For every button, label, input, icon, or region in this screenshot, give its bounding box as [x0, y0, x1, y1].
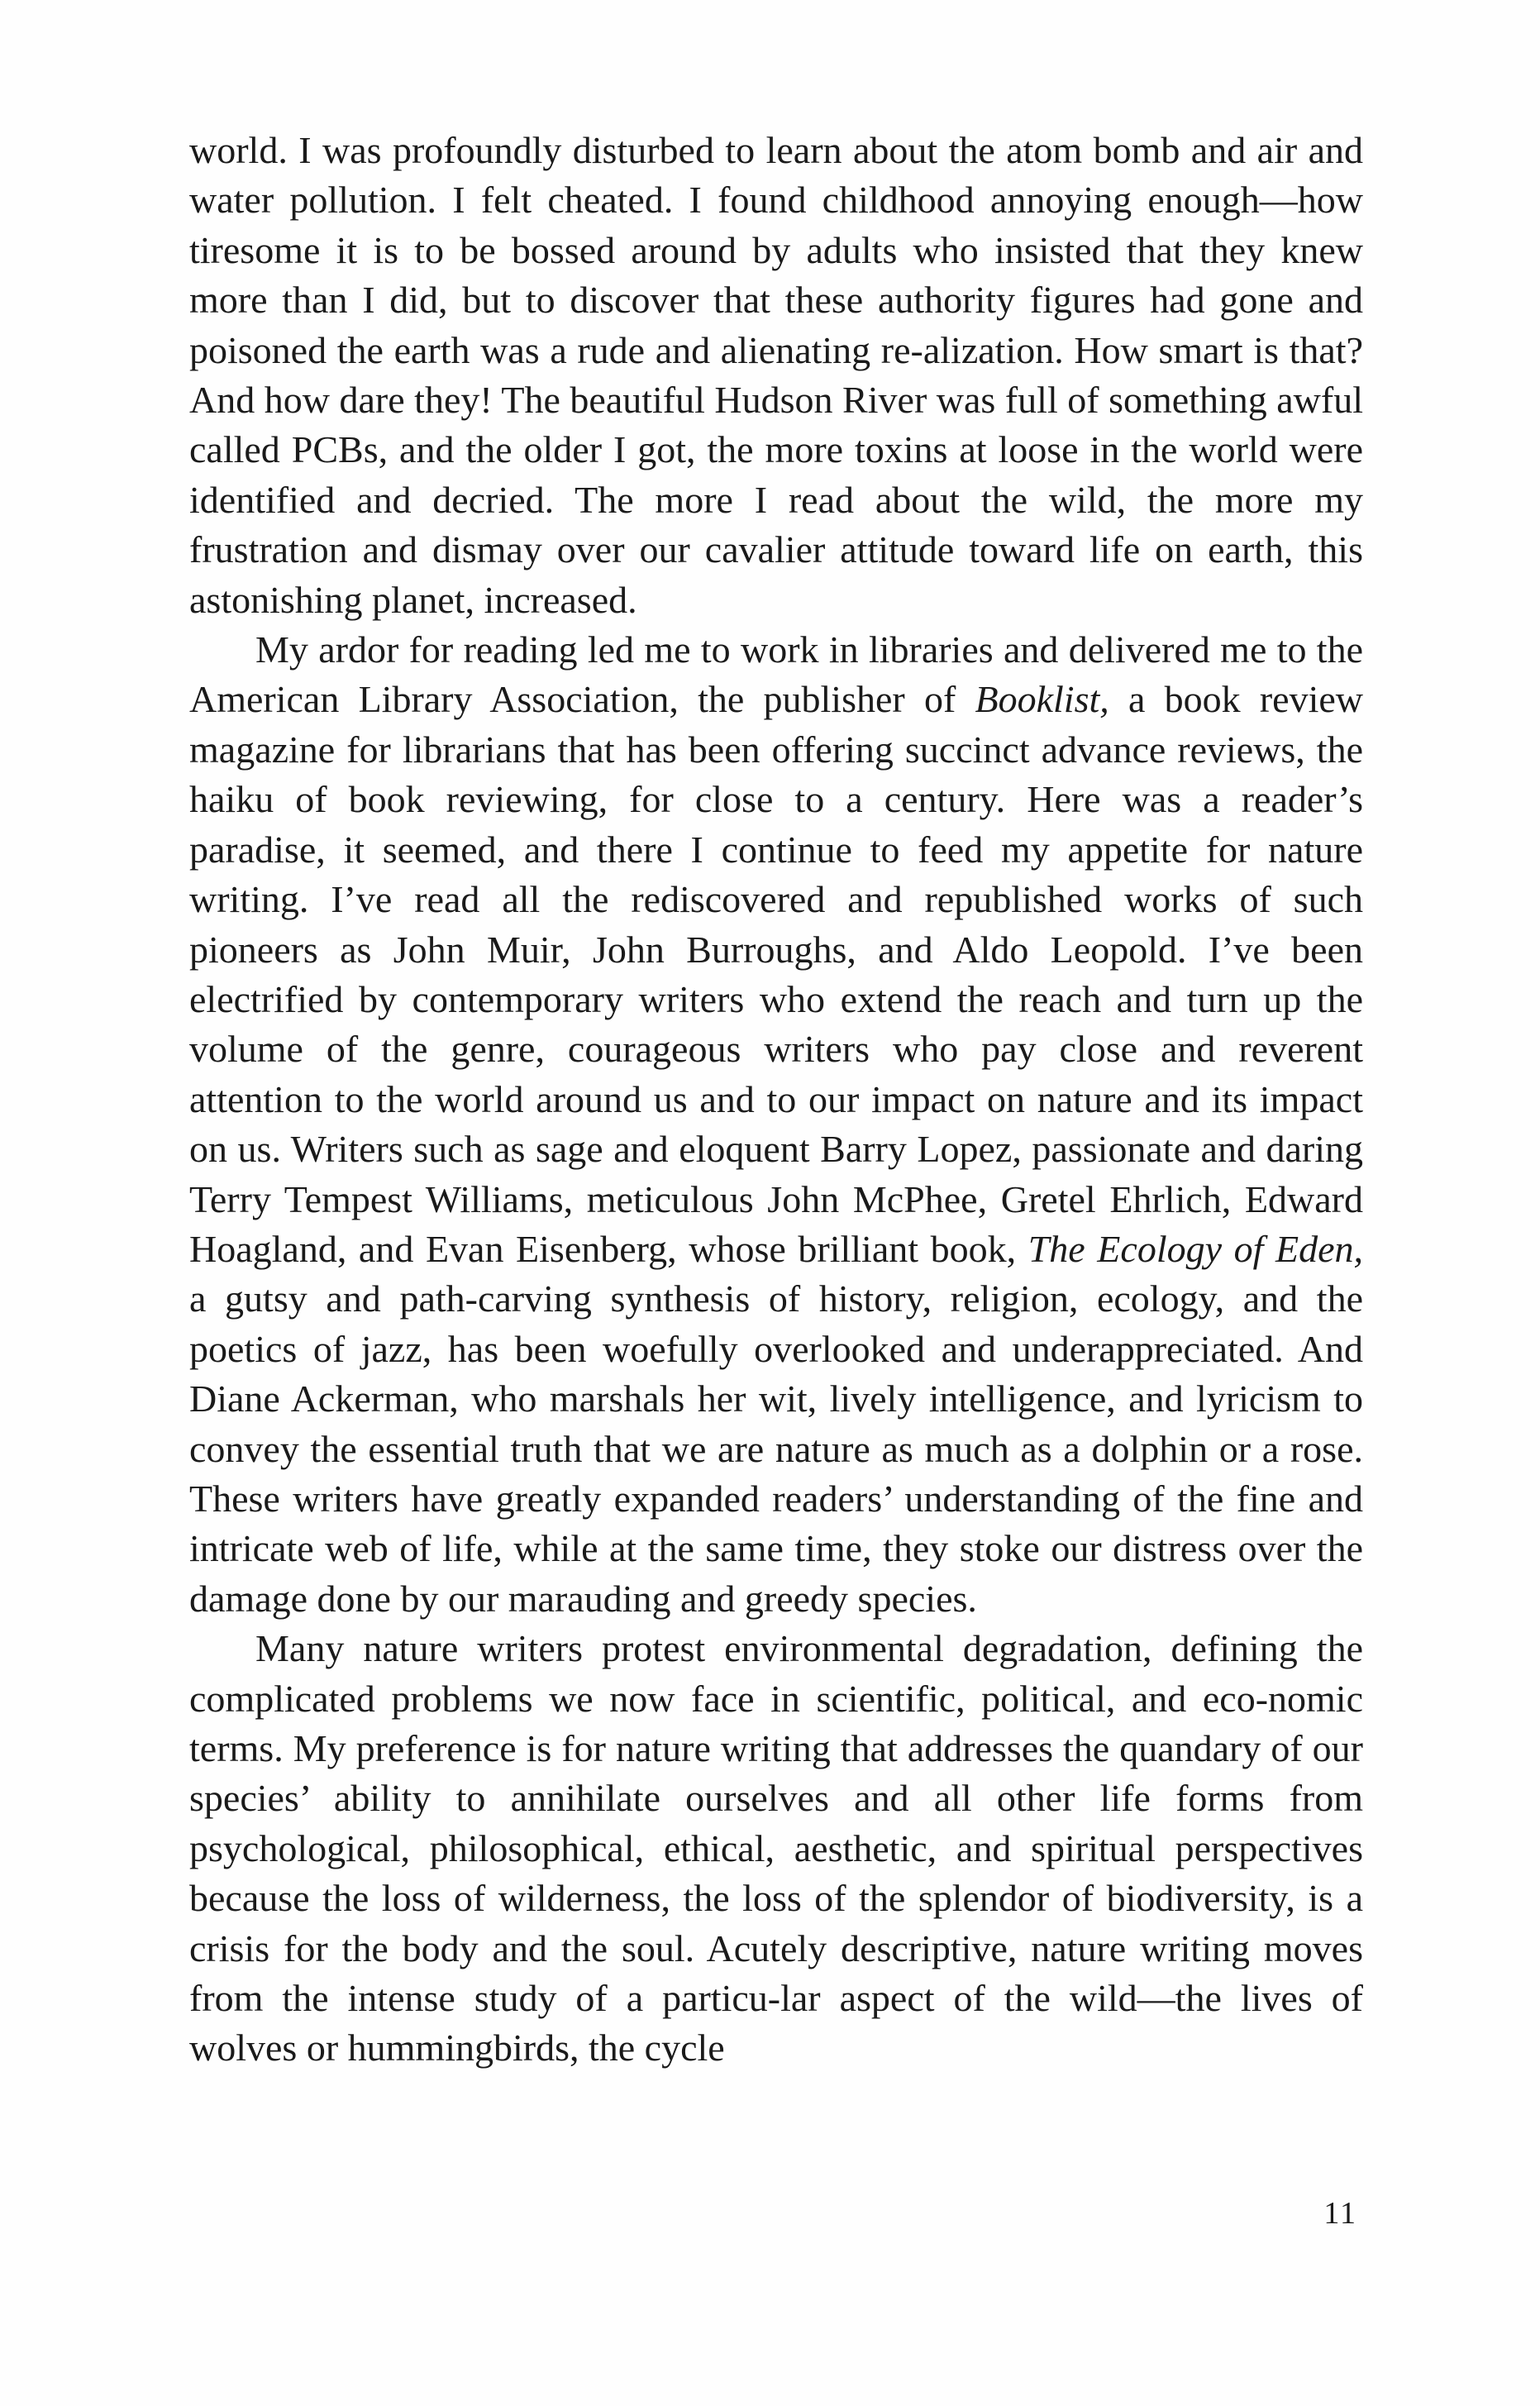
- paragraph-3-text: Many nature writers protest environmental degradation, defining the complicated problems we now face in scientific, political, and eco-nomic terms. My preference is for nature writing that addresses the quandary of our species’ ability to annihilate ourselves and all other life forms from psychological, philosophical, ethical, aesthetic, and spiritual perspectives because the loss of wilderness, the loss of the splendor of biodiversity, is a crisis for the body and the soul. Acutely descriptive, nature writing moves from the intense study of a particu-lar aspect of the wild—the lives of wolves or hummingbirds, the cycle: [189, 1627, 1363, 2069]
- paragraph-2-text-c: a gutsy and path-carving synthesis of history, religion, ecology, and the poetics of jazz, has been woefully overlooked and underappreciated. And Diane Ackerman, who marshals her wit, lively intelligence, and lyricism to convey the essential truth that we are nature as much as a dolphin or a rose. These writers have greatly expanded readers’ understanding of the fine and intricate web of life, while at the same time, they stoke our distress over the damage done by our marauding and greedy species.: [189, 1277, 1363, 1620]
- paragraph-1: [189, 126, 1363, 625]
- paragraph-2-text-b: a book review magazine for librarians that has been offering succinct advance reviews, the haiku of book reviewing, for close to a century. Here was a reader’s paradise, it seemed, and there I continue to feed my appetite for nature writing. I’ve read all the rediscovered and republished works of such pioneers as John Muir, John Burroughs, and Aldo Leopold. I’ve been electrified by contemporary writers who extend the reach and turn up the volume of the genre, courageous writers who pay close and reverent attention to the world around us and to our impact on nature and its impact on us. Writers such as sage and eloquent Barry Lopez, passionate and daring Terry Tempest Williams, meticulous John McPhee, Gretel Ehrlich, Edward Hoagland, and Evan Eisenberg, whose brilliant book,: [189, 678, 1364, 1270]
- paragraph-2: [189, 625, 1363, 1624]
- paragraph-2-text-a: My ardor for reading led me to work in libraries and delivered me to the American Library Association, the publisher of: [189, 628, 1363, 721]
- body-text: [189, 126, 1363, 2074]
- page-number: 11: [1323, 2196, 1357, 2231]
- paragraph-1-text: world. I was profoundly disturbed to learn about the atom bomb and air and water pollution. I felt cheated. I found childhood annoying enough—how tiresome it is to be bossed around by adults who insisted that they knew more than I did, but to discover that these authority figures had gone and poisoned the earth was a rude and alienating re-alization. How smart is that? And how dare they! The beautiful Hudson River was full of something awful called PCBs, and the older I got, the more toxins at loose in the world were identified and decried. The more I read about the wild, the more my frustration and dismay over our cavalier attitude toward life on earth, this astonishing planet, increased.: [189, 129, 1363, 621]
- paragraph-3: [189, 1624, 1363, 2074]
- booklist-title: Booklist,: [975, 678, 1109, 721]
- ecology-of-eden-title: The Ecology of Eden,: [1027, 1227, 1363, 1270]
